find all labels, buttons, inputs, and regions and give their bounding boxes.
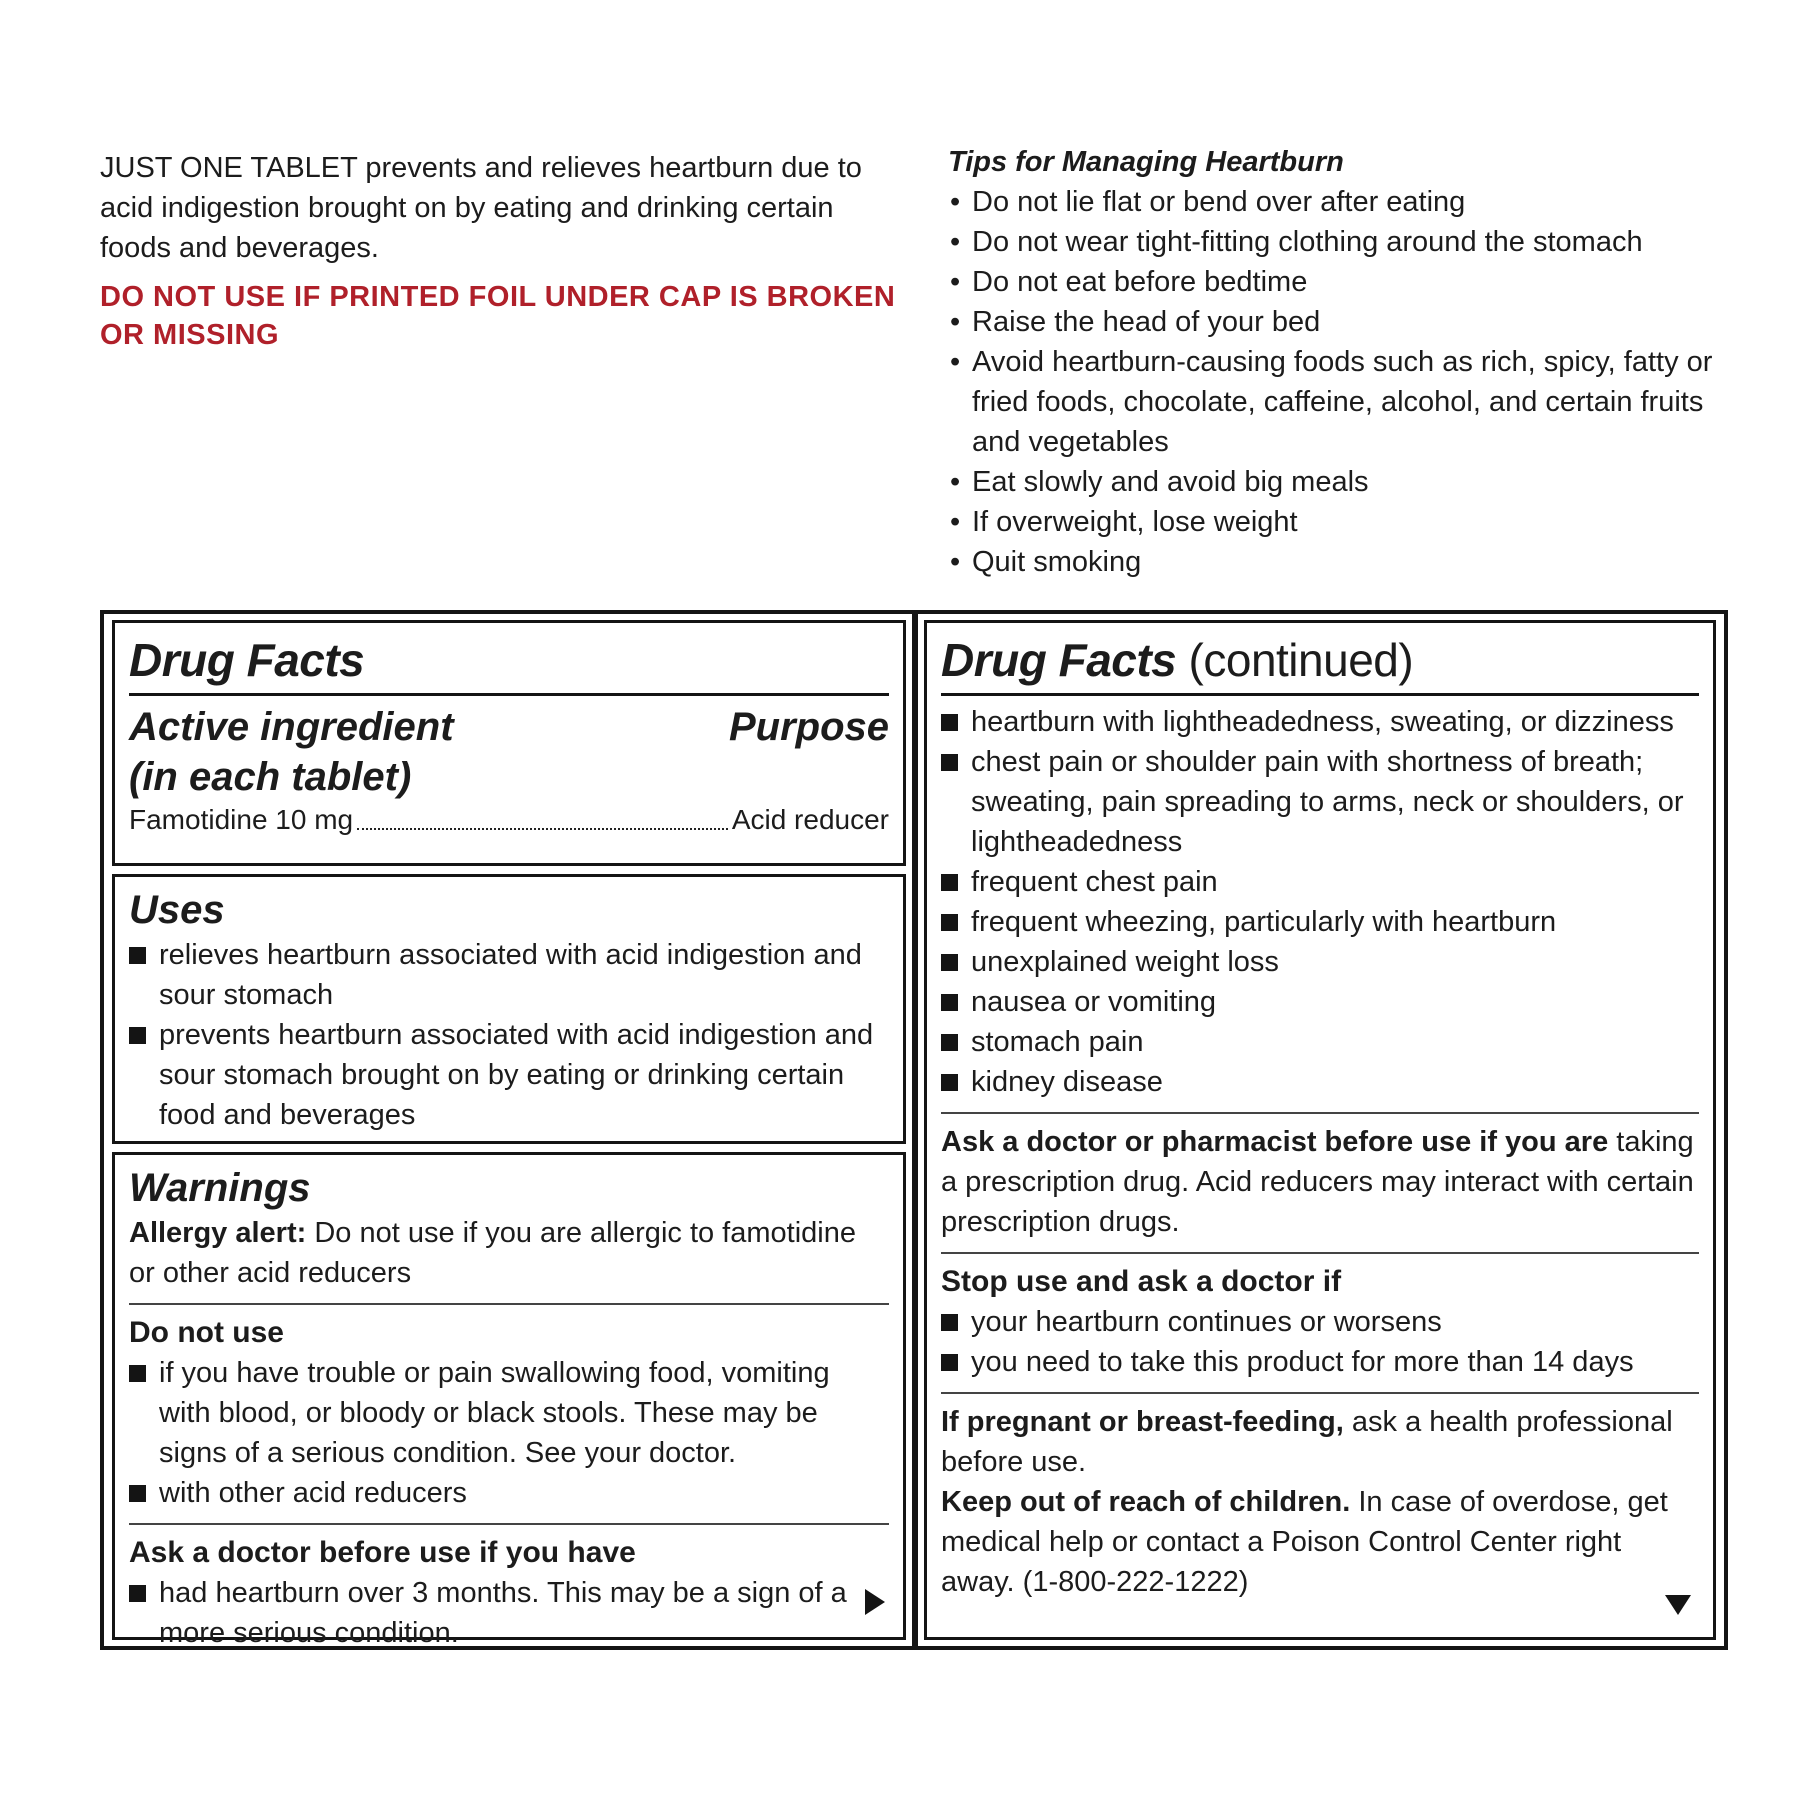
divider — [129, 693, 889, 696]
divider — [941, 693, 1699, 696]
drug-facts-right-panel — [912, 610, 1728, 1650]
ask-pharmacist-text: taking a prescription drug. Acid reducers may interact with certain prescription drugs. — [941, 1126, 1694, 1238]
list-item: you need to take this product for more than 14 days — [941, 1342, 1699, 1382]
ask-pharmacist-title: Ask a doctor or pharmacist before use if you are — [941, 1126, 1609, 1158]
continue-down-arrow-icon — [1665, 1595, 1691, 1615]
tips-block — [948, 142, 1728, 582]
drug-facts-continued-box — [924, 620, 1716, 1640]
list-item: chest pain or shoulder pain with shortness of breath; sweating, pain spreading to arms, neck or shoulders, or lightheadedness — [941, 742, 1699, 862]
allergy-alert — [129, 1213, 889, 1293]
divider — [941, 1252, 1699, 1254]
tip-item: • Quit smoking — [948, 542, 1728, 582]
uses-list — [129, 935, 889, 1135]
continued-label: (continued) — [1176, 634, 1414, 686]
list-item: with other acid reducers — [129, 1473, 889, 1513]
tip-item: • Do not wear tight-fitting clothing around the stomach — [948, 222, 1728, 262]
warnings-title: Warnings — [129, 1166, 311, 1210]
ask-doctor-list — [129, 1573, 889, 1653]
list-item: your heartburn continues or worsens — [941, 1302, 1699, 1342]
drug-facts-title: Drug Facts — [941, 634, 1177, 686]
list-item: unexplained weight loss — [941, 942, 1699, 982]
allergy-label: Allergy alert: — [129, 1217, 307, 1249]
list-item: frequent wheezing, particularly with heartburn — [941, 902, 1699, 942]
divider — [941, 1112, 1699, 1114]
active-ingredient-subheading: (in each tablet) — [129, 755, 412, 799]
list-item: prevents heartburn associated with acid indigestion and sour stomach brought on by eating or drinking certain food and beverages — [129, 1015, 889, 1135]
intro-lead: JUST ONE TABLET — [100, 152, 358, 184]
list-item: nausea or vomiting — [941, 982, 1699, 1022]
list-item: stomach pain — [941, 1022, 1699, 1062]
uses-box — [112, 874, 906, 1144]
list-item: relieves heartburn associated with acid indigestion and sour stomach — [129, 935, 889, 1015]
tip-item: • Eat slowly and avoid big meals — [948, 462, 1728, 502]
stop-use-title: Stop use and ask a doctor if — [941, 1265, 1342, 1298]
pregnant-text: ask a health professional before use. — [941, 1406, 1673, 1478]
tips-list — [948, 182, 1728, 582]
continue-right-arrow-icon — [865, 1589, 885, 1615]
ingredient-name: Famotidine 10 mg — [129, 804, 354, 835]
tip-item: • Raise the head of your bed — [948, 302, 1728, 342]
drug-facts-continued-title — [941, 631, 1699, 689]
do-not-use-list — [129, 1353, 889, 1513]
active-ingredient-heading: Active ingredient — [129, 705, 454, 749]
tip-item: • Avoid heartburn-causing foods such as rich, spicy, fatty or fried foods, chocolate, caffeine, alcohol, and certain fruits and vegetables — [948, 342, 1728, 462]
pregnant-label: If pregnant or breast-feeding, — [941, 1406, 1344, 1438]
ingredient-row — [129, 802, 889, 838]
divider — [129, 1523, 889, 1525]
divider — [941, 1392, 1699, 1394]
conditions-list — [941, 702, 1699, 1102]
drug-facts-title: Drug Facts — [129, 634, 365, 686]
keep-out-block — [941, 1482, 1699, 1602]
keep-out-text: In case of overdose, get medical help or contact a Poison Control Center right away. (1-800-222-1222) — [941, 1486, 1668, 1598]
stop-use-list — [941, 1302, 1699, 1382]
warnings-box — [112, 1152, 906, 1649]
tip-item: • Do not lie flat or bend over after eating — [948, 182, 1728, 222]
tips-title: Tips for Managing Heartburn — [948, 146, 1344, 178]
drug-facts-left-panel — [100, 610, 918, 1650]
pregnant-block — [941, 1402, 1699, 1482]
list-item: kidney disease — [941, 1062, 1699, 1102]
list-item: frequent chest pain — [941, 862, 1699, 902]
keep-out-label: Keep out of reach of children. — [941, 1486, 1351, 1518]
active-ingredient-box — [112, 620, 906, 866]
ask-pharmacist-block — [941, 1122, 1699, 1242]
ingredient-purpose: Acid reducer — [731, 804, 889, 835]
intro-block — [100, 148, 900, 354]
divider — [129, 1303, 889, 1305]
intro-body: prevents and relieves heartburn due to acid indigestion brought on by eating and drinking certain foods and beverages. — [100, 152, 862, 264]
do-not-use-title: Do not use — [129, 1316, 284, 1349]
foil-warning: DO NOT USE IF PRINTED FOIL UNDER CAP IS BROKEN OR MISSING — [100, 281, 896, 351]
dot-leader — [357, 828, 728, 830]
allergy-text: Do not use if you are allergic to famotidine or other acid reducers — [129, 1217, 856, 1289]
active-ingredient-header — [129, 702, 889, 752]
tip-item: • Do not eat before bedtime — [948, 262, 1728, 302]
uses-title: Uses — [129, 888, 225, 932]
purpose-heading: Purpose — [728, 705, 889, 749]
tip-item: • If overweight, lose weight — [948, 502, 1728, 542]
ask-doctor-title: Ask a doctor before use if you have — [129, 1536, 636, 1569]
list-item: had heartburn over 3 months. This may be a sign of a more serious condition. — [129, 1573, 889, 1653]
list-item: if you have trouble or pain swallowing food, vomiting with blood, or bloody or black stools. These may be signs of a serious condition. See your doctor. — [129, 1353, 889, 1473]
intro-text — [100, 148, 900, 268]
list-item: heartburn with lightheadedness, sweating, or dizziness — [941, 702, 1699, 742]
